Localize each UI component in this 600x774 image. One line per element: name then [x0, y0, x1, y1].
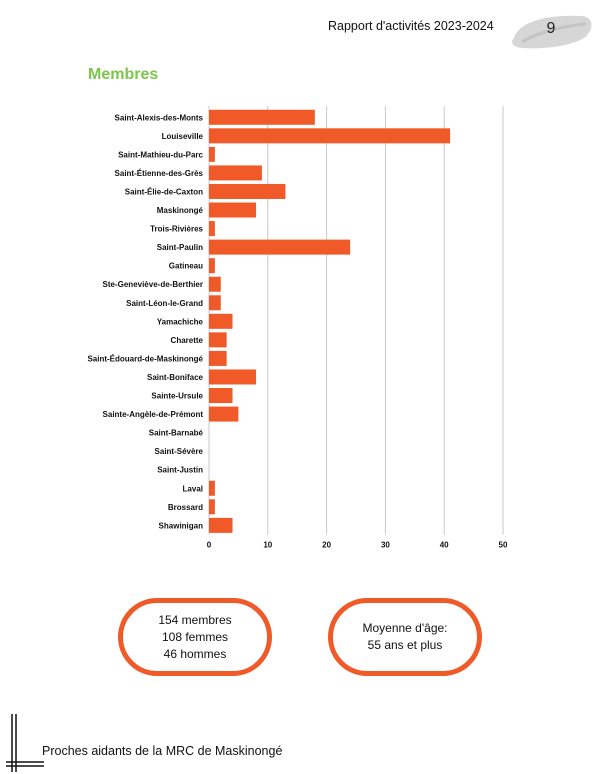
category-label: Louiseville	[161, 131, 203, 141]
category-label: Maskinongé	[156, 206, 203, 216]
age-value: 55 ans et plus	[367, 638, 443, 652]
age-stat-pill	[328, 598, 482, 676]
category-label: Gatineau	[168, 261, 203, 271]
bar	[209, 332, 227, 347]
footer-decoration-lines	[6, 714, 46, 774]
bar	[209, 499, 215, 514]
bar	[209, 184, 285, 199]
category-label: Charette	[170, 335, 203, 345]
category-label: Ste-Geneviève-de-Berthier	[102, 280, 203, 290]
category-label: Saint-Édouard-de-Maskinongé	[87, 354, 203, 364]
category-label: Saint-Étienne-des-Grès	[114, 168, 203, 178]
x-tick-label: 0	[206, 540, 212, 550]
category-label: Yamachiche	[156, 317, 203, 327]
category-label: Saint-Justin	[157, 465, 203, 475]
category-label: Saint-Léon-le-Grand	[126, 298, 203, 308]
category-label: Saint-Barnabé	[148, 428, 203, 438]
category-label: Laval	[182, 484, 203, 494]
bar	[209, 277, 221, 292]
x-tick-label: 10	[263, 540, 273, 550]
age-label: Moyenne d'âge:	[362, 621, 448, 635]
category-label: Saint-Boniface	[146, 372, 203, 382]
bar	[209, 481, 215, 496]
bar	[209, 295, 221, 310]
category-label: Saint-Alexis-des-Monts	[114, 113, 203, 123]
bar	[209, 314, 233, 329]
category-label: Saint-Mathieu-du-Parc	[118, 150, 203, 160]
page-number: 9	[546, 20, 556, 37]
category-label: Saint-Élie-de-Caxton	[124, 187, 203, 197]
category-label: Trois-Rivières	[150, 224, 203, 234]
category-label: Sainte-Ursule	[151, 391, 203, 401]
members-men: 46 hommes	[163, 646, 227, 661]
bar	[209, 369, 256, 384]
bar	[209, 518, 233, 533]
bar	[209, 203, 256, 218]
bar	[209, 351, 227, 366]
category-label: Saint-Sévère	[154, 447, 203, 457]
bar	[209, 407, 238, 422]
bar	[209, 165, 262, 180]
x-tick-label: 50	[498, 540, 508, 550]
bar	[209, 240, 350, 255]
category-label: Sainte-Angèle-de-Prémont	[102, 410, 203, 420]
bar	[209, 110, 315, 125]
category-label: Brossard	[167, 502, 203, 512]
members-women: 108 femmes	[161, 629, 229, 644]
report-title: Rapport d'activités 2023-2024	[328, 19, 494, 33]
section-title: Membres	[88, 66, 159, 83]
x-tick-label: 20	[322, 540, 332, 550]
category-label: Shawinigan	[158, 521, 203, 531]
bar	[209, 221, 215, 236]
bar	[209, 258, 215, 273]
bar	[209, 388, 233, 403]
footer-text: Proches aidants de la MRC de Maskinongé	[42, 744, 283, 758]
members-total: 154 membres	[158, 612, 232, 627]
x-tick-label: 40	[439, 540, 449, 550]
category-label: Saint-Paulin	[156, 243, 203, 253]
x-tick-label: 30	[380, 540, 390, 550]
members-stat-pill	[118, 598, 272, 676]
bar	[209, 128, 450, 143]
bar	[209, 147, 215, 162]
